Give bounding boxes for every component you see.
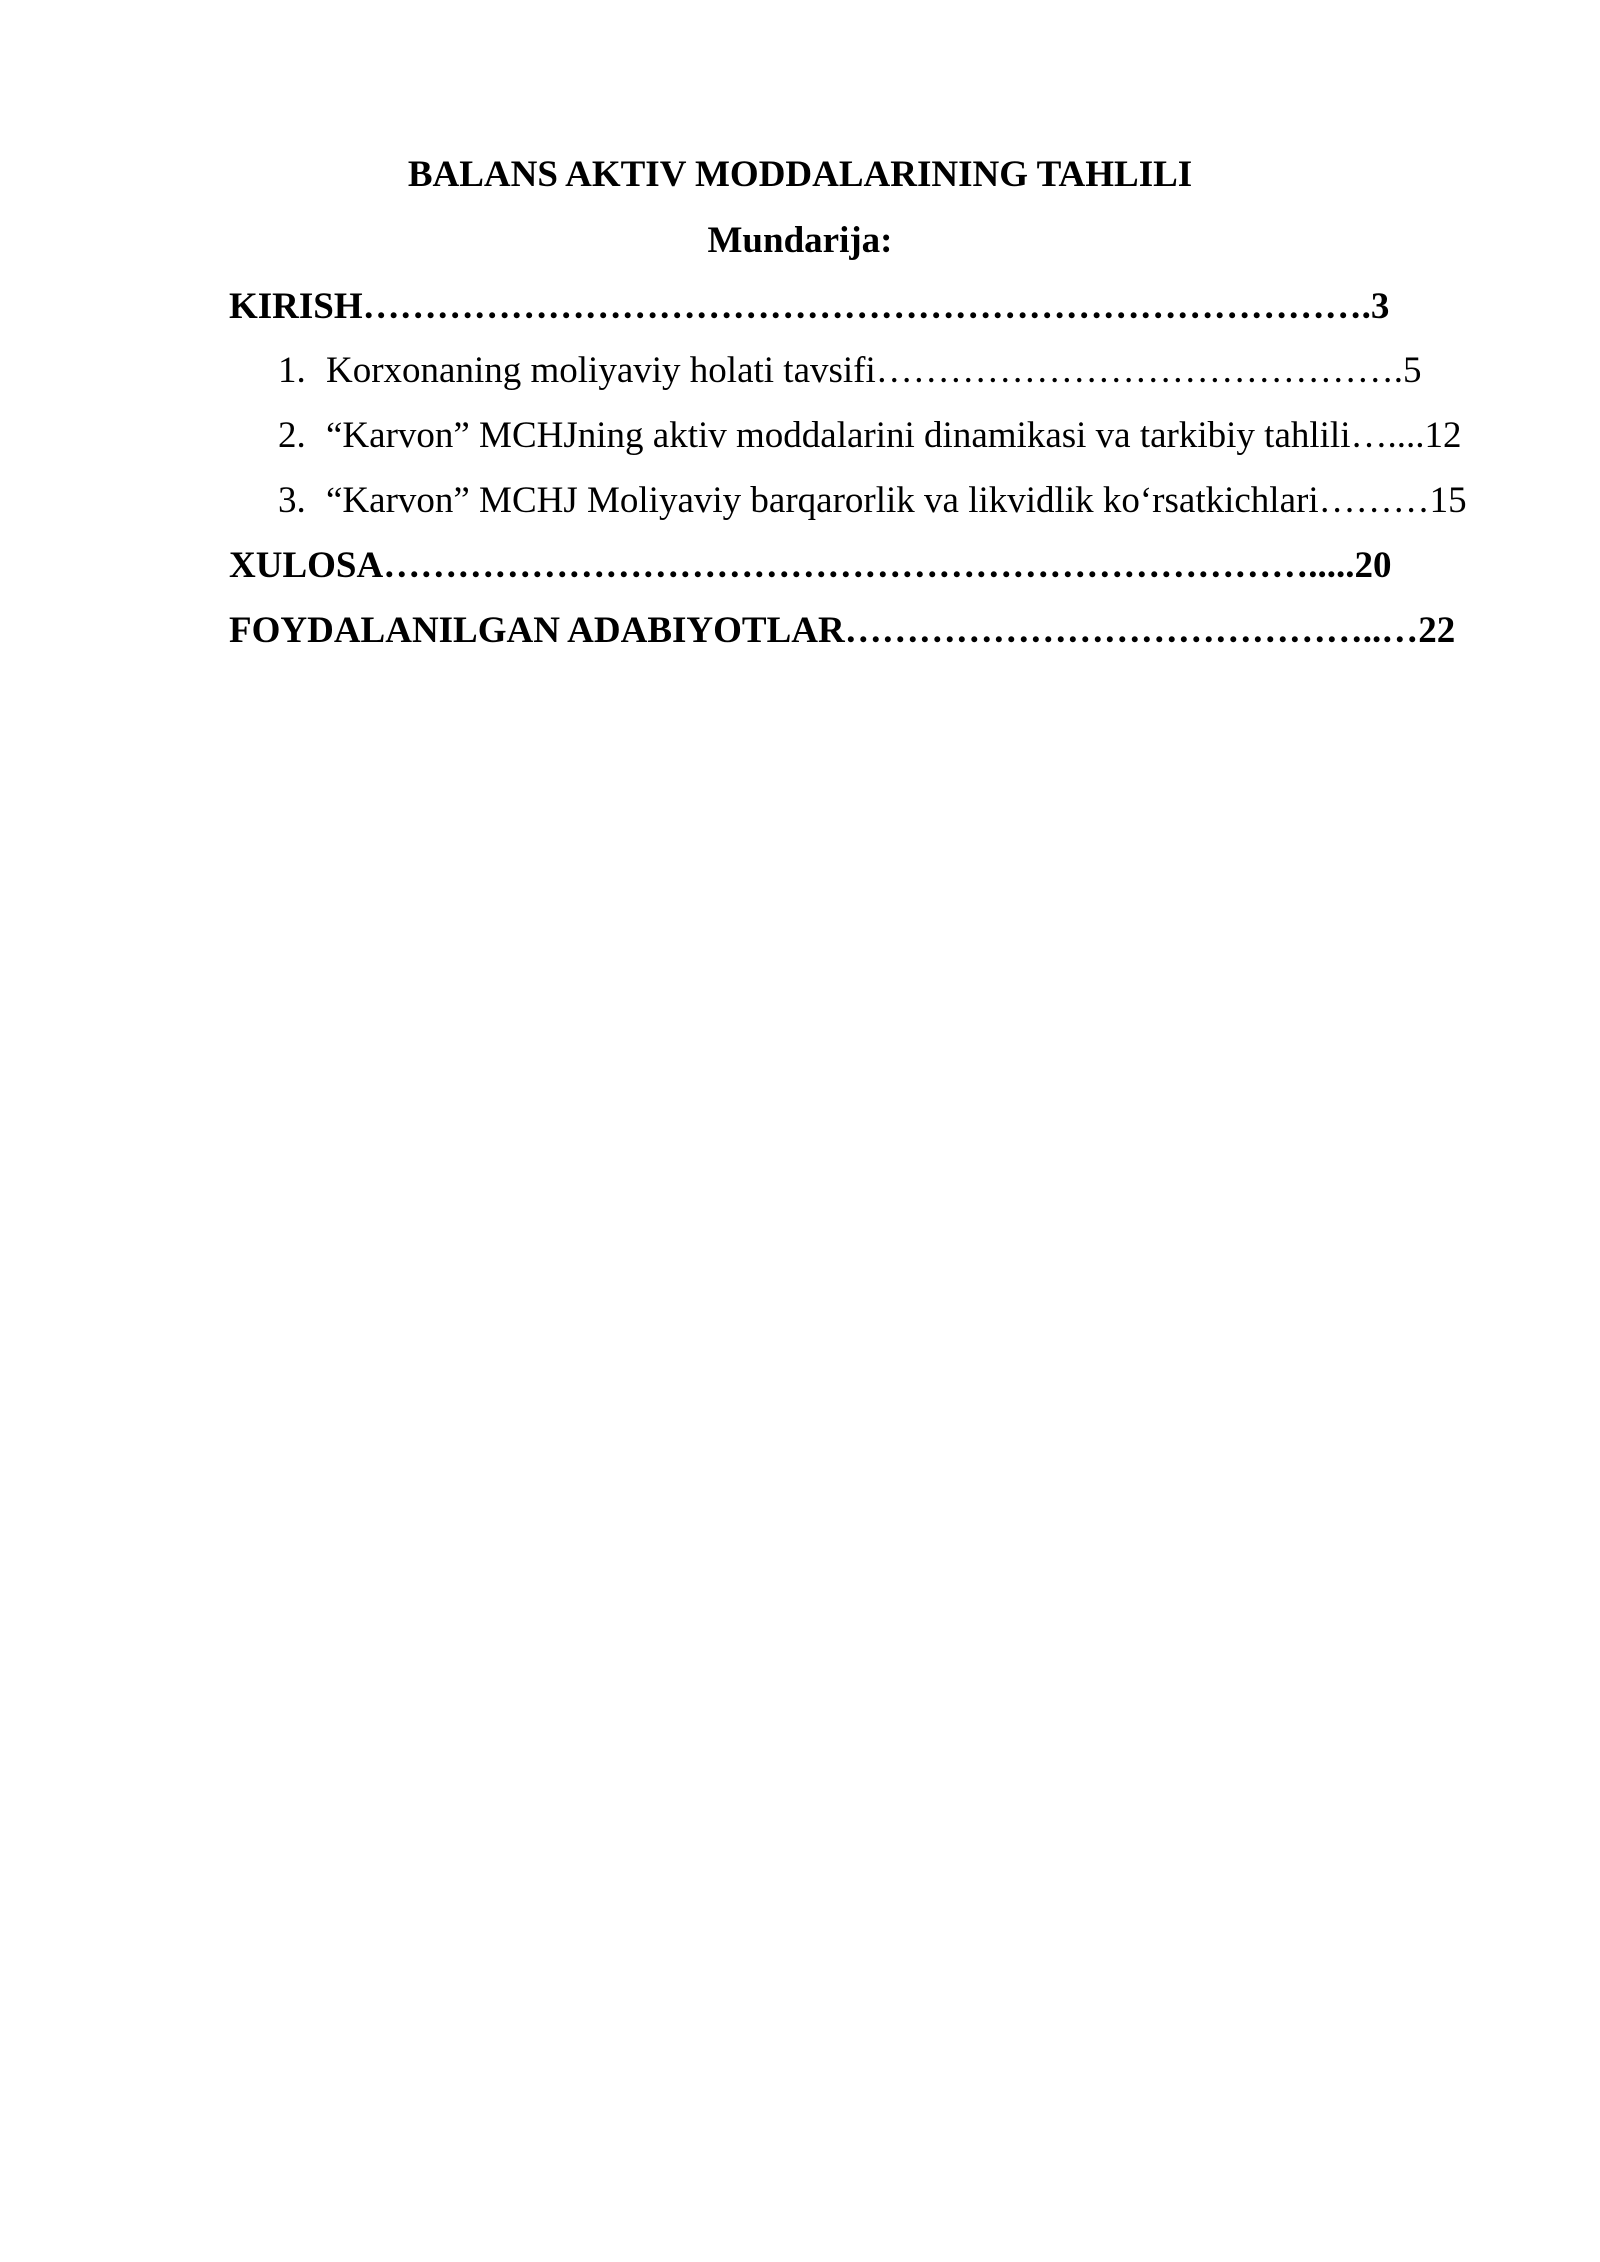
toc-entry-1 <box>278 348 1422 394</box>
toc-entry-3 <box>278 478 1467 524</box>
toc-entry-foydalanilgan-adabiyotlar: FOYDALANILGAN ADABIYOTLAR……………………………………..…22 <box>229 610 1456 651</box>
toc-entry-2 <box>278 413 1462 459</box>
toc-entry-text: “Karvon” MCHJning aktiv moddalarini dinamikasi va tarkibiy tahlili…....12 <box>326 415 1462 456</box>
toc-entry-number: 3. <box>278 480 306 521</box>
toc-entry-kirish: KIRISH……………………………………………………………………….3 <box>229 286 1390 327</box>
toc-entry-text: “Karvon” MCHJ Moliyaviy barqarorlik va likvidlik ko‘rsatkichlari………15 <box>326 480 1467 521</box>
document-title: BALANS AKTIV MODDALARINING TAHLILI <box>407 154 1193 195</box>
toc-entry-number: 2. <box>278 415 306 456</box>
toc-entry-number: 1. <box>278 350 306 391</box>
toc-heading: Mundarija: <box>707 220 893 261</box>
toc-entry-xulosa: XULOSA………………………………………………………………….....20 <box>229 545 1392 586</box>
toc-entry-text: Korxonaning moliyaviy holati tavsifi…………………………………….5 <box>326 350 1422 391</box>
